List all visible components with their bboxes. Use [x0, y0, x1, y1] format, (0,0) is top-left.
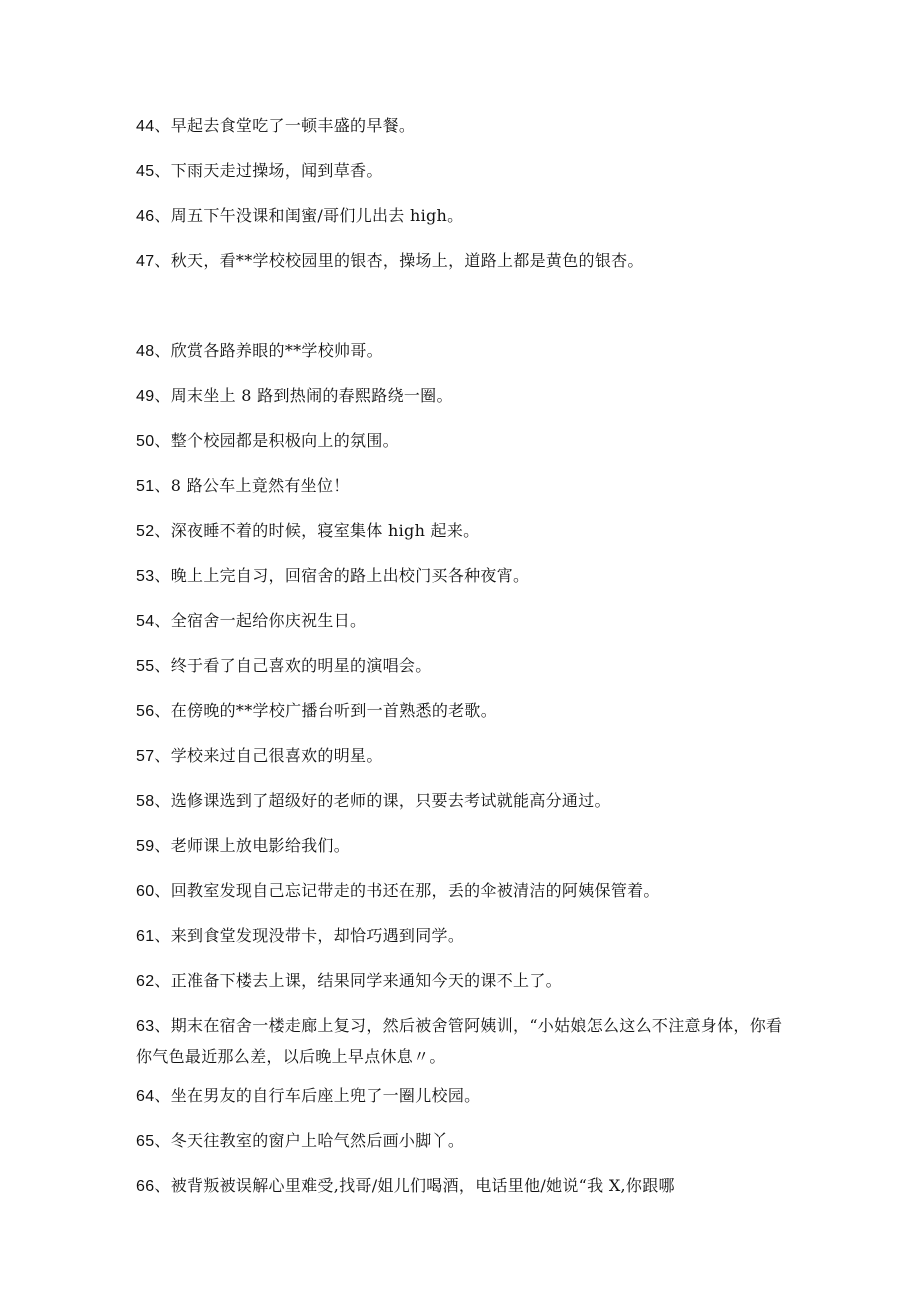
list-item-51	[136, 471, 786, 502]
list-item-50	[136, 426, 786, 457]
item-separator: 、	[154, 1016, 171, 1035]
item-separator: 、	[154, 521, 171, 540]
list-item-64	[136, 1081, 786, 1112]
list-item-52	[136, 516, 786, 547]
item-text: 期末在宿舍一楼走廊上复习，然后被舍管阿姨训，“小姑娘怎么这么不注意身体，你看你气色最近那么差，以后晚上早点休息〃。	[136, 1016, 783, 1066]
list-item-57	[136, 741, 786, 772]
item-number: 46	[136, 208, 155, 225]
item-number: 59	[136, 838, 155, 855]
item-number: 54	[136, 613, 155, 630]
item-text: 欣赏各路养眼的**学校帅哥。	[170, 341, 383, 360]
item-separator: 、	[154, 926, 171, 945]
item-separator: 、	[154, 206, 171, 225]
item-text: 周末坐上 8 路到热闹的春熙路绕一圈。	[170, 386, 453, 405]
item-number: 61	[136, 928, 155, 945]
item-separator: 、	[154, 881, 171, 900]
item-number: 49	[136, 388, 155, 405]
list-item-47	[136, 246, 786, 277]
item-number: 45	[136, 163, 155, 180]
item-separator: 、	[154, 791, 171, 810]
item-text: 被背叛被误解心里难受,找哥/姐儿们喝酒，电话里他/她说“我 X,你跟哪	[170, 1176, 675, 1195]
item-separator: 、	[154, 1176, 171, 1195]
item-number: 48	[136, 343, 155, 360]
list-item-53	[136, 561, 786, 592]
item-separator: 、	[154, 476, 171, 495]
item-separator: 、	[154, 566, 171, 585]
item-text: 周五下午没课和闺蜜/哥们儿出去 high。	[170, 206, 464, 225]
item-text: 坐在男友的自行车后座上兜了一圈儿校园。	[170, 1086, 481, 1105]
item-text: 在傍晚的**学校广播台听到一首熟悉的老歌。	[170, 701, 498, 720]
item-text: 全宿舍一起给你庆祝生日。	[170, 611, 367, 630]
item-number: 56	[136, 703, 155, 720]
list-item-46	[136, 201, 786, 232]
item-separator: 、	[154, 611, 171, 630]
item-separator: 、	[154, 656, 171, 675]
list-item-61	[136, 921, 786, 952]
item-number: 66	[136, 1178, 155, 1195]
list-item-45	[136, 156, 786, 187]
item-text: 学校来过自己很喜欢的明星。	[170, 746, 383, 765]
list-item-62	[136, 966, 786, 997]
item-separator: 、	[154, 431, 171, 450]
list-item-66	[136, 1171, 786, 1202]
item-number: 53	[136, 568, 155, 585]
item-number: 63	[136, 1018, 155, 1035]
item-separator: 、	[154, 1086, 171, 1105]
item-text: 8 路公车上竟然有坐位！	[170, 476, 350, 495]
list-item-63	[136, 1011, 786, 1072]
list-item-56	[136, 696, 786, 727]
item-number: 50	[136, 433, 155, 450]
item-text: 晚上上完自习，回宿舍的路上出校门买各种夜宵。	[170, 566, 530, 585]
item-number: 52	[136, 523, 155, 540]
item-text: 选修课选到了超级好的老师的课，只要去考试就能高分通过。	[170, 791, 611, 810]
item-separator: 、	[154, 251, 171, 270]
list-item-54	[136, 606, 786, 637]
item-number: 55	[136, 658, 155, 675]
item-text: 正准备下楼去上课，结果同学来通知今天的课不上了。	[170, 971, 562, 990]
item-separator: 、	[154, 161, 171, 180]
item-text: 深夜睡不着的时候，寝室集体 high 起来。	[170, 521, 480, 540]
list-item-44	[136, 111, 786, 142]
item-text: 冬天往教室的窗户上哈气然后画小脚丫。	[170, 1131, 465, 1150]
item-number: 62	[136, 973, 155, 990]
item-separator: 、	[154, 746, 171, 765]
item-number: 51	[136, 478, 155, 495]
item-number: 57	[136, 748, 155, 765]
item-number: 58	[136, 793, 155, 810]
list-item-58	[136, 786, 786, 817]
list-item-60	[136, 876, 786, 907]
item-number: 64	[136, 1088, 155, 1105]
list-item-65	[136, 1126, 786, 1157]
item-separator: 、	[154, 341, 171, 360]
item-text: 整个校园都是积极向上的氛围。	[170, 431, 399, 450]
item-number: 65	[136, 1133, 155, 1150]
item-number: 44	[136, 118, 155, 135]
item-text: 老师课上放电影给我们。	[170, 836, 351, 855]
item-text: 下雨天走过操场，闻到草香。	[170, 161, 383, 180]
item-number: 60	[136, 883, 155, 900]
item-text: 回教室发现自己忘记带走的书还在那，丢的伞被清洁的阿姨保管着。	[170, 881, 660, 900]
item-text: 来到食堂发现没带卡，却恰巧遇到同学。	[170, 926, 465, 945]
list-item-48	[136, 336, 786, 367]
item-separator: 、	[154, 701, 171, 720]
item-text: 秋天，看**学校校园里的银杏，操场上，道路上都是黄色的银杏。	[170, 251, 644, 270]
item-separator: 、	[154, 1131, 171, 1150]
item-separator: 、	[154, 116, 171, 135]
item-text: 早起去食堂吃了一顿丰盛的早餐。	[170, 116, 416, 135]
item-text: 终于看了自己喜欢的明星的演唱会。	[170, 656, 432, 675]
item-number: 47	[136, 253, 155, 270]
item-separator: 、	[154, 836, 171, 855]
list-item-49	[136, 381, 786, 412]
list-item-59	[136, 831, 786, 862]
item-separator: 、	[154, 971, 171, 990]
item-separator: 、	[154, 386, 171, 405]
list-item-55	[136, 651, 786, 682]
